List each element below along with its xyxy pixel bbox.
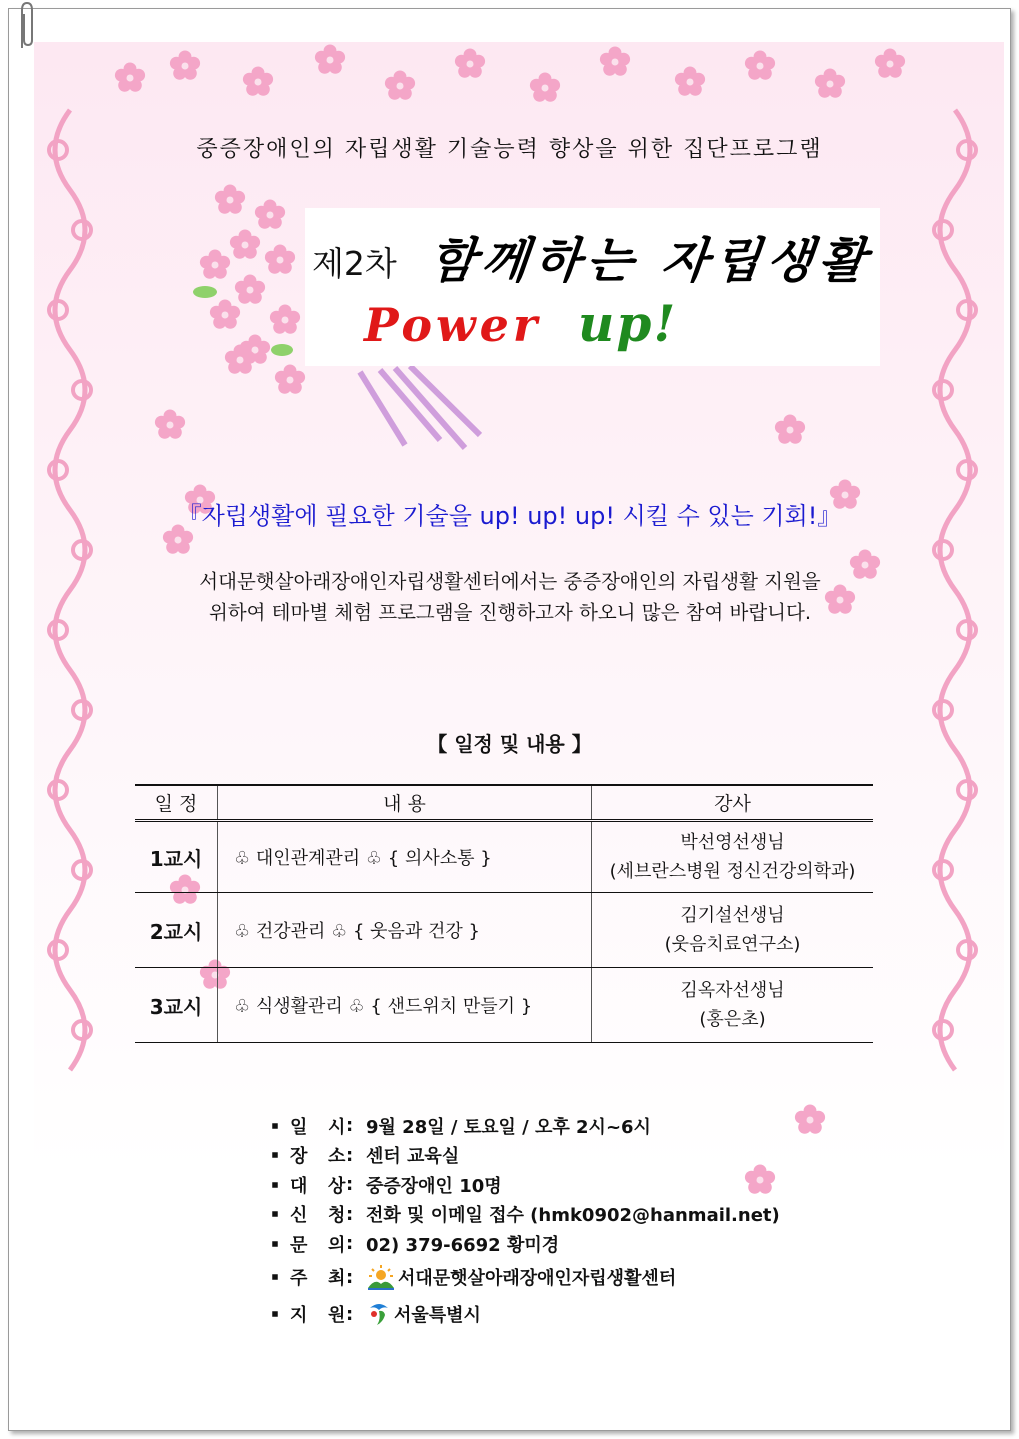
bullet-icon xyxy=(272,1182,278,1188)
intro-line-1: 서대문햇살아래장애인자립생활센터에서는 중증장애인의 자립생활 지원을 xyxy=(199,570,821,593)
bullet-icon xyxy=(272,1153,278,1159)
bullet-icon xyxy=(272,1241,278,1247)
title-up: up! xyxy=(578,294,678,353)
info-value: 서대문햇살아래장애인자립생활센터 xyxy=(398,1268,677,1289)
info-label-a: 신 xyxy=(290,1205,308,1227)
period-cell: 2교시 xyxy=(135,893,218,968)
table-row xyxy=(135,893,873,968)
teacher-affiliation: (홍은초) xyxy=(699,1009,766,1030)
info-value: 02) 379-6692 황미경 xyxy=(366,1234,560,1256)
info-item-target xyxy=(268,1170,780,1200)
column-header-period: 일 정 xyxy=(135,785,218,821)
intro-line-2: 위하여 테마별 체험 프로그램을 진행하고자 하오니 많은 참여 바랍니다. xyxy=(208,601,812,624)
title-prefix: 제2차 xyxy=(312,244,397,283)
period-cell: 3교시 xyxy=(135,968,218,1043)
teacher-cell xyxy=(592,968,874,1043)
colon: : xyxy=(346,1303,354,1325)
event-info-list xyxy=(268,1111,780,1333)
bullet-icon xyxy=(272,1212,278,1218)
teacher-cell xyxy=(592,893,874,968)
schedule-table xyxy=(135,784,873,1043)
teacher-affiliation: (세브란스병원 정신건강의학과) xyxy=(609,861,856,882)
title-power: Power xyxy=(364,298,542,352)
info-label-b: 소 xyxy=(328,1146,346,1168)
colon: : xyxy=(346,1174,354,1196)
bullet-icon xyxy=(272,1123,278,1129)
program-heading: 중증장애인의 자립생활 기술능력 향상을 위한 집단프로그램 xyxy=(196,137,823,162)
colon: : xyxy=(346,1233,354,1255)
center-logo-icon xyxy=(366,1264,396,1290)
intro-paragraph xyxy=(150,566,870,628)
info-label-a: 장 xyxy=(290,1146,308,1168)
colon: : xyxy=(346,1203,354,1225)
info-item-place xyxy=(268,1141,780,1171)
info-item-host xyxy=(268,1259,780,1296)
info-label-a: 문 xyxy=(290,1234,308,1256)
info-value: 센터 교육실 xyxy=(366,1146,460,1168)
teacher-affiliation: (웃음치료연구소) xyxy=(664,934,801,955)
bullet-icon xyxy=(272,1311,278,1317)
info-label-b: 청 xyxy=(328,1205,346,1227)
info-value: 9월 28일 / 토요일 / 오후 2시~6시 xyxy=(366,1116,651,1138)
colon: : xyxy=(346,1266,354,1288)
content-cell: ♧ 대인관계관리 ♧ { 의사소통 } xyxy=(218,821,592,893)
info-item-support xyxy=(268,1296,780,1333)
table-header-row xyxy=(135,785,873,821)
content-cell: ♧ 건강관리 ♧ { 웃음과 건강 } xyxy=(218,893,592,968)
slogan: 『자립생활에 필요한 기술을 up! up! up! 시킬 수 있는 기회!』 xyxy=(177,502,842,530)
table-row xyxy=(135,821,873,893)
colon: : xyxy=(346,1115,354,1137)
title-main: 함께하는 자립생활 xyxy=(426,233,875,289)
info-item-apply xyxy=(268,1200,780,1230)
info-value: 중증장애인 10명 xyxy=(366,1175,502,1197)
teacher-cell xyxy=(592,821,874,893)
info-label-b: 원 xyxy=(328,1305,346,1326)
info-label-b: 최 xyxy=(328,1268,346,1289)
column-header-teacher: 강사 xyxy=(592,785,874,821)
teacher-name: 김옥자선생님 xyxy=(680,980,785,1001)
period-cell: 1교시 xyxy=(135,821,218,893)
table-row xyxy=(135,968,873,1043)
bullet-icon xyxy=(272,1274,278,1280)
colon: : xyxy=(346,1144,354,1166)
info-label-a: 일 xyxy=(290,1116,308,1138)
seoul-logo-icon xyxy=(366,1302,392,1326)
info-label-a: 주 xyxy=(290,1268,308,1289)
column-header-content: 내 용 xyxy=(218,785,592,821)
info-label-a: 대 xyxy=(290,1175,308,1197)
info-item-contact xyxy=(268,1229,780,1259)
info-label-b: 의 xyxy=(328,1234,346,1256)
info-label-b: 상 xyxy=(328,1175,346,1197)
info-value: 서울특별시 xyxy=(394,1305,481,1326)
teacher-name: 김기설선생님 xyxy=(680,905,785,926)
info-label-a: 지 xyxy=(290,1305,308,1326)
info-value: 전화 및 이메일 접수 (hmk0902@hanmail.net) xyxy=(366,1205,780,1227)
teacher-name: 박선영선생님 xyxy=(680,832,785,853)
content-cell: ♧ 식생활관리 ♧ { 샌드위치 만들기 } xyxy=(218,968,592,1043)
info-item-date xyxy=(268,1111,780,1141)
info-label-b: 시 xyxy=(328,1116,346,1138)
schedule-heading: 【 일정 및 내용 】 xyxy=(427,732,592,756)
